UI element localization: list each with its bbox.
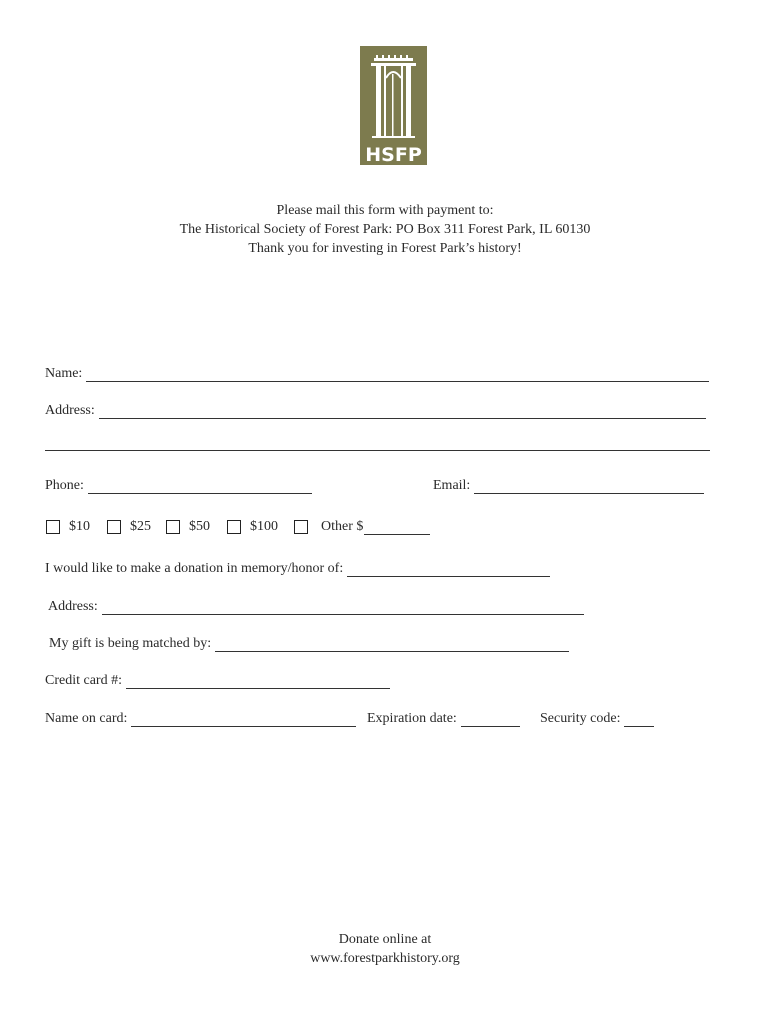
amount-label: Other $ (321, 519, 364, 534)
credit-card-label: Credit card #: (45, 673, 122, 688)
mail-instructions: Please mail this form with payment to: (276, 203, 494, 218)
name-on-card-label: Name on card: (45, 711, 128, 726)
gift-match-input-line[interactable] (215, 637, 569, 652)
honoree-address-field (48, 595, 584, 615)
amount-label: $25 (130, 519, 151, 534)
credit-card-field (45, 669, 390, 689)
security-code-label: Security code: (540, 711, 621, 726)
gift-match-field (49, 632, 569, 652)
phone-label: Phone: (45, 478, 84, 493)
amount-option-other[interactable] (294, 519, 430, 535)
amount-option-100[interactable] (227, 519, 278, 535)
phone-field (45, 474, 312, 494)
other-amount-input-line[interactable] (364, 520, 430, 535)
logo-text: HSFP (365, 144, 422, 165)
security-code-input-line[interactable] (624, 712, 654, 727)
honoree-address-input-line[interactable] (102, 600, 584, 615)
expiration-date-field (367, 707, 520, 727)
memory-honor-input-line[interactable] (347, 562, 550, 577)
address-field (45, 399, 706, 419)
amount-option-10[interactable] (46, 519, 90, 535)
expiration-date-input-line[interactable] (461, 712, 520, 727)
email-field (433, 474, 704, 494)
hsfp-logo (360, 46, 427, 165)
amount-option-50[interactable] (166, 519, 210, 535)
amount-label: $100 (250, 519, 278, 534)
name-field (45, 362, 709, 382)
checkbox-icon[interactable] (107, 520, 121, 534)
checkbox-icon[interactable] (166, 520, 180, 534)
address-label: Address: (45, 403, 95, 418)
mailing-address: The Historical Society of Forest Park: PO Box 311 Forest Park, IL 60130 (179, 222, 591, 237)
name-on-card-input-line[interactable] (131, 712, 356, 727)
security-code-field (540, 707, 654, 727)
gift-match-label: My gift is being matched by: (49, 636, 212, 651)
donate-online-text: Donate online at (338, 932, 432, 947)
amount-label: $50 (189, 519, 210, 534)
name-input-line[interactable] (86, 367, 709, 382)
address-continuation-line[interactable] (45, 436, 710, 451)
honoree-address-label: Address: (48, 599, 98, 614)
memory-honor-label: I would like to make a donation in memory/honor of: (45, 561, 344, 576)
name-label: Name: (45, 366, 83, 381)
email-label: Email: (433, 478, 471, 493)
thank-you-note: Thank you for investing in Forest Park’s history! (248, 241, 522, 256)
address-input-line[interactable] (99, 404, 706, 419)
name-on-card-field (45, 707, 356, 727)
email-input-line[interactable] (474, 479, 704, 494)
checkbox-icon[interactable] (46, 520, 60, 534)
memory-honor-field (45, 557, 550, 577)
amount-label: $10 (69, 519, 90, 534)
expiration-date-label: Expiration date: (367, 711, 457, 726)
amount-option-25[interactable] (107, 519, 151, 535)
checkbox-icon[interactable] (227, 520, 241, 534)
phone-input-line[interactable] (88, 479, 312, 494)
website-link[interactable]: www.forestparkhistory.org (310, 951, 460, 966)
checkbox-icon[interactable] (294, 520, 308, 534)
credit-card-input-line[interactable] (126, 674, 390, 689)
